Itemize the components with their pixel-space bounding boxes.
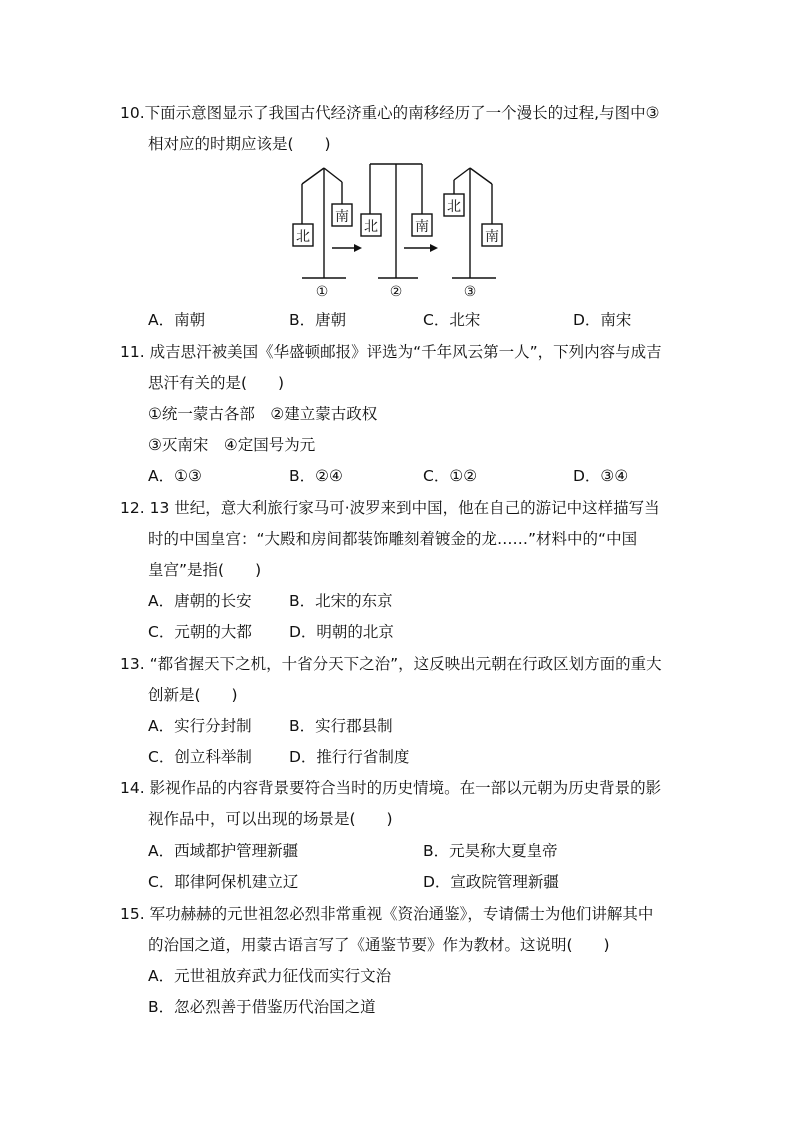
panel-1-beam-left (302, 168, 324, 184)
q14-option-c[interactable]: C．耶律阿保机建立辽 (148, 873, 299, 891)
q14-line-1: 14. 影视作品的内容背景要符合当时的历史情境。在一部以元朝为历史背景的影 (120, 779, 662, 797)
arrow-2-head (430, 244, 438, 252)
q14-option-b[interactable]: B．元昊称大夏皇帝 (423, 842, 558, 860)
panel-3-number: ③ (463, 284, 477, 300)
q10-option-d[interactable]: D．南宋 (573, 311, 632, 329)
q13-option-b[interactable]: B．实行郡县制 (289, 717, 393, 735)
q12-option-c[interactable]: C．元朝的大都 (148, 623, 252, 641)
panel-2-number: ② (389, 284, 403, 300)
q11-option-d[interactable]: D．③④ (573, 467, 629, 485)
q10-line-2: 相对应的时期应该是( ) (148, 135, 331, 153)
q13-option-c[interactable]: C．创立科举制 (148, 748, 252, 766)
q10-option-a[interactable]: A．南朝 (148, 311, 206, 329)
q11-line-1: 11. 成吉思汗被美国《华盛顿邮报》评选为“千年风云第一人”，下列内容与成吉 (120, 343, 662, 361)
q14-option-a[interactable]: A．西域都护管理新疆 (148, 842, 299, 860)
q15-line-1: 15. 军功赫赫的元世祖忽必烈非常重视《资治通鉴》，专请儒士为他们讲解其中 (120, 905, 654, 923)
q13-option-a[interactable]: A．实行分封制 (148, 717, 252, 735)
panel-3-north-label: 北 (447, 199, 461, 215)
q15-option-b[interactable]: B．忽必烈善于借鉴历代治国之道 (148, 998, 376, 1016)
q13-line-1: 13. “都省握天下之机，十省分天下之治”，这反映出元朝在行政区划方面的重大 (120, 655, 662, 673)
q15-line-2: 的治国之道，用蒙古语言写了《通鉴节要》作为教材。这说明( ) (148, 936, 610, 954)
q12-option-d[interactable]: D．明朝的北京 (289, 623, 394, 641)
q13-option-d[interactable]: D．推行行省制度 (289, 748, 410, 766)
q12-option-b[interactable]: B．北宋的东京 (289, 592, 393, 610)
q11-line-2: 思汗有关的是( ) (148, 374, 285, 392)
q11-option-a[interactable]: A．①③ (148, 467, 202, 485)
panel-3-south-label: 南 (485, 229, 499, 245)
q13-line-2: 创新是( ) (148, 686, 238, 704)
q14-line-2: 视作品中，可以出现的场景是( ) (148, 810, 393, 828)
panel-1-number: ① (315, 284, 329, 300)
q10-option-b[interactable]: B．唐朝 (289, 311, 347, 329)
q11-option-c[interactable]: C．①② (423, 467, 478, 485)
q12-line-3: 皇宫”是指( ) (148, 561, 262, 579)
panel-1-beam-right (324, 168, 342, 182)
q12-option-a[interactable]: A．唐朝的长安 (148, 592, 252, 610)
q11-line-4: ③灭南宋 ④定国号为元 (148, 436, 316, 454)
panel-3-beam-left (454, 168, 470, 180)
q12-line-1: 12. 13 世纪，意大利旅行家马可·波罗来到中国，他在自己的游记中这样描写当 (120, 499, 660, 517)
q12-line-2: 时的中国皇宫：“大殿和房间都装饰雕刻着镀金的龙……”材料中的“中国 (148, 530, 638, 548)
panel-3-beam-right (470, 168, 492, 184)
q15-option-a[interactable]: A．元世祖放弃武力征伐而实行文治 (148, 967, 392, 985)
q11-option-b[interactable]: B．②④ (289, 467, 343, 485)
economic-center-diagram (280, 160, 520, 300)
panel-2-north-label: 北 (364, 219, 378, 235)
q10-line-1: 10.下面示意图显示了我国古代经济重心的南移经历了一个漫长的过程,与图中③ (120, 104, 660, 122)
q11-line-3: ①统一蒙古各部 ②建立蒙古政权 (148, 405, 378, 423)
q10-option-c[interactable]: C．北宋 (423, 311, 481, 329)
panel-1-south-label: 南 (335, 209, 349, 225)
q14-option-d[interactable]: D．宣政院管理新疆 (423, 873, 559, 891)
arrow-1-head (354, 244, 362, 252)
panel-2-south-label: 南 (415, 219, 429, 235)
panel-1-north-label: 北 (296, 229, 310, 245)
